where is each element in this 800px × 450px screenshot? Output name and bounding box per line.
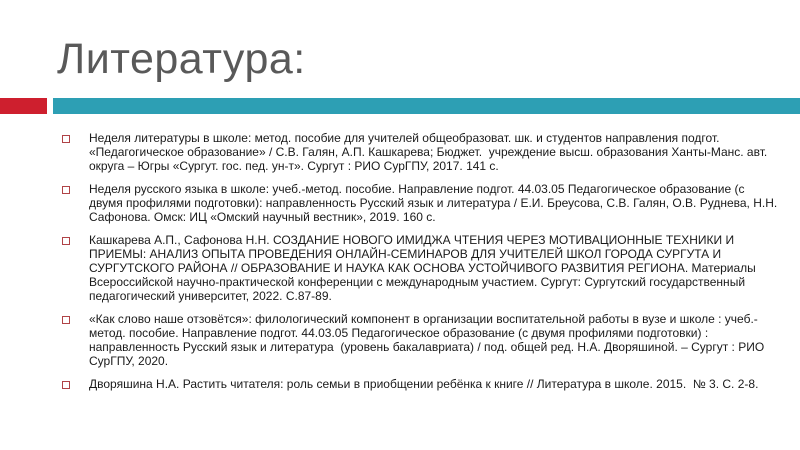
reference-text: Неделя русского языка в школе: учеб.-метод. пособие. Направление подгот. 44.03.05 Педагогическое образование (с двумя профилями подготовки): направленность Русский язык и литература / Е.И. Бреусова, С.В. Галян, О.В. Руднева, Н.Н. Сафонова. Омск: ИЦ «Омский научный вестник», 2019. 160 с. — [89, 182, 781, 224]
list-item — [62, 233, 778, 303]
reference-list — [62, 131, 781, 400]
list-item — [62, 182, 781, 224]
reference-text: Кашкарева А.П., Сафонова Н.Н. СОЗДАНИЕ НОВОГО ИМИДЖА ЧТЕНИЯ ЧЕРЕЗ МОТИВАЦИОННЫЕ ТЕХНИКИ И ПРИЕМЫ: АНАЛИЗ ОПЫТА ПРОВЕДЕНИЯ ОНЛАЙН-СЕМИНАРОВ ДЛЯ УЧИТЕЛЕЙ ШКОЛ ГОРОДА СУРГУТА И СУРГУТСКОГО РАЙОНА // ОБРАЗОВАНИЕ И НАУКА КАК ОСНОВА УСТОЙЧИВОГО РАЗВИТИЯ РЕГИОНА. Материалы Всероссийской научно-практической конференции с международным участием. Сургут: Сургутский государственный педагогический университет, 2022. С.87-89. — [89, 233, 760, 303]
reference-text: Неделя литературы в школе: метод. пособие для учителей общеобразоват. шк. и студентов направления подгот. «Педагогическое образование» / С.В. Галян, А.П. Кашкарева; Бюджет. учреждение высш. образования Ханты-Манс. авт. округа – Югры «Сургут. гос. пед. ун-т». Сургут : РИО СурГПУ, 2017. 141 с. — [89, 131, 771, 173]
page-title: Литература: — [57, 35, 306, 83]
square-bullet-icon — [62, 135, 70, 143]
square-bullet-icon — [62, 381, 70, 389]
reference-text: «Как слово наше отзовётся»: филологический компонент в организации воспитательной работы в вузе и школе : учеб.-метод. пособие. Направление подгот. 44.03.05 Педагогическое образование (с двумя профилями подготовки) : направленность Русский язык и литература (уровень бакалавриата) / под. общей ред. Н.А. Дворяшиной. – Сургут : РИО СурГПУ, 2020. — [89, 312, 768, 368]
accent-bar-red — [0, 98, 47, 114]
list-item — [62, 312, 778, 368]
list-item — [62, 131, 778, 173]
list-item — [62, 377, 778, 391]
reference-text: Дворяшина Н.А. Растить читателя: роль семьи в приобщении ребёнка к книге // Литература в школе. 2015. № 3. С. 2-8. — [89, 377, 759, 391]
square-bullet-icon — [62, 237, 70, 245]
square-bullet-icon — [62, 186, 70, 194]
accent-bar-teal — [53, 98, 800, 114]
square-bullet-icon — [62, 316, 70, 324]
